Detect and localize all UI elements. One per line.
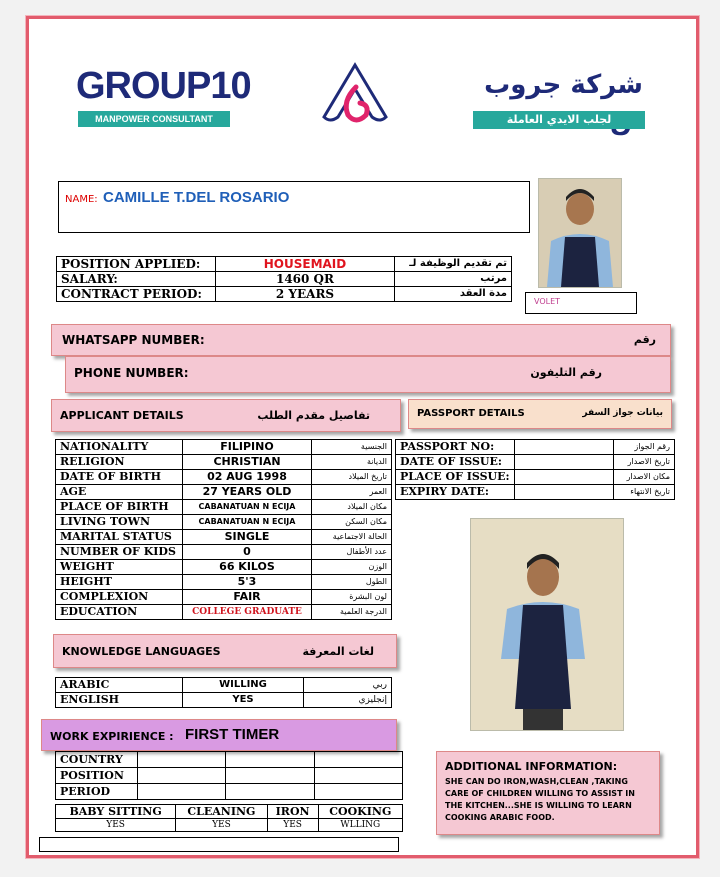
applicant-row-label: NUMBER OF KIDS	[56, 545, 183, 560]
passport-row-label: PLACE OF ISSUE:	[396, 470, 515, 485]
applicant-row-value: CABANATUAN N ECIJA	[183, 515, 312, 530]
position-row-label: SALARY:	[57, 272, 216, 287]
applicant-details-label: APPLICANT DETAILS	[60, 409, 184, 422]
language-row-arabic: ربي	[304, 678, 392, 693]
work-row	[56, 752, 403, 768]
whatsapp-arabic: رقم	[633, 333, 656, 346]
group10-logo-text: GROUP10	[76, 65, 251, 107]
applicant-row	[56, 590, 392, 605]
passport-row-label: DATE OF ISSUE:	[396, 455, 515, 470]
phone-arabic: رقم التليفون	[530, 366, 602, 379]
position-row-arabic: مدة العقد	[395, 287, 512, 302]
position-row-arabic: تم تقديم الوظيفة لـ	[395, 257, 512, 272]
name-box	[58, 181, 530, 233]
applicant-row-value: CHRISTIAN	[183, 455, 312, 470]
language-row-label: ENGLISH	[56, 693, 183, 708]
applicant-row-value: 02 AUG 1998	[183, 470, 312, 485]
position-row-arabic: مرتب	[395, 272, 512, 287]
applicant-row-label: MARITAL STATUS	[56, 530, 183, 545]
applicant-row-label: PLACE OF BIRTH	[56, 500, 183, 515]
skill-value: YES	[267, 819, 318, 832]
skill-label: CLEANING	[176, 805, 267, 819]
applicant-row-arabic: العمر	[312, 485, 392, 500]
applicant-row-arabic: الوزن	[312, 560, 392, 575]
work-row	[56, 784, 403, 800]
passport-row	[396, 440, 675, 455]
applicant-row-label: EDUCATION	[56, 605, 183, 620]
footer-box	[39, 837, 399, 852]
applicant-row	[56, 575, 392, 590]
passport-row	[396, 470, 675, 485]
whatsapp-label: WHATSAPP NUMBER:	[62, 333, 205, 347]
applicant-row-label: COMPLEXION	[56, 590, 183, 605]
skill-label: COOKING	[318, 805, 402, 819]
phone-bar	[65, 356, 671, 393]
work-row-cell	[137, 784, 225, 800]
applicant-row-arabic: الديانة	[312, 455, 392, 470]
work-table	[55, 751, 403, 800]
applicant-row	[56, 530, 392, 545]
position-row-value: 2 YEARS	[216, 287, 395, 302]
skill-value: WLLING	[318, 819, 402, 832]
arabic-logo	[469, 67, 649, 131]
applicant-row	[56, 500, 392, 515]
applicant-row-arabic: الحالة الاجتماعية	[312, 530, 392, 545]
arabic-logo-subtitle: لجلب الايدي العاملة	[473, 111, 645, 129]
applicant-row-label: WEIGHT	[56, 560, 183, 575]
work-row-label: PERIOD	[56, 784, 138, 800]
passport-row-label: PASSPORT NO:	[396, 440, 515, 455]
position-row-label: CONTRACT PERIOD:	[57, 287, 216, 302]
passport-row-value	[514, 440, 613, 455]
position-table	[56, 256, 512, 302]
phone-label: PHONE NUMBER:	[74, 366, 189, 380]
language-row-label: ARABIC	[56, 678, 183, 693]
name-value: CAMILLE T.DEL ROSARIO	[103, 189, 290, 206]
skill-value: YES	[176, 819, 267, 832]
skills-value-row	[56, 819, 403, 832]
language-row-value: YES	[183, 693, 304, 708]
languages-label: KNOWLEDGE LANGUAGES	[62, 645, 221, 658]
person-full-silhouette-icon	[471, 519, 623, 730]
work-row-label: COUNTRY	[56, 752, 138, 768]
applicant-row	[56, 545, 392, 560]
applicant-row-value: 27 YEARS OLD	[183, 485, 312, 500]
applicant-row-value: FILIPINO	[183, 440, 312, 455]
work-row	[56, 768, 403, 784]
work-row-cell	[314, 752, 402, 768]
applicant-row-value: FAIR	[183, 590, 312, 605]
passport-table	[395, 439, 675, 500]
position-row-label: POSITION APPLIED:	[57, 257, 216, 272]
position-row-value: 1460 QR	[216, 272, 395, 287]
applicant-table	[55, 439, 392, 620]
language-row-value: WILLING	[183, 678, 304, 693]
work-row-cell	[314, 768, 402, 784]
passport-row-arabic: مكان الاصدار	[613, 470, 674, 485]
additional-info-text: SHE CAN DO IRON,WASH,CLEAN ,TAKING CARE OF CHILDREN WILLING TO ASSIST IN THE KITCHEN...SHE IS WILLING TO LEARN COOKING ARABIC FOOD.	[445, 777, 635, 822]
skills-table	[55, 804, 403, 832]
position-row	[57, 272, 512, 287]
passport-row	[396, 455, 675, 470]
work-experience-value: FIRST TIMER	[185, 726, 280, 743]
applicant-row-value: 66 KILOS	[183, 560, 312, 575]
skills-header-row	[56, 805, 403, 819]
language-row	[56, 693, 392, 708]
applicant-photo-large	[470, 518, 624, 731]
photo-caption-box	[525, 292, 637, 314]
applicant-row-value: 5'3	[183, 575, 312, 590]
applicant-row-arabic: لون البشرة	[312, 590, 392, 605]
applicant-row	[56, 560, 392, 575]
name-label: NAME:	[65, 194, 98, 205]
applicant-row-arabic: الطول	[312, 575, 392, 590]
work-row-cell	[226, 768, 314, 784]
arabic-logo-text: شركة جروب	[484, 70, 643, 100]
applicant-details-header	[51, 399, 401, 432]
additional-info-box	[436, 751, 660, 835]
applicant-row-label: LIVING TOWN	[56, 515, 183, 530]
work-row-cell	[226, 752, 314, 768]
position-row	[57, 287, 512, 302]
passport-row-value	[514, 455, 613, 470]
languages-arabic: لغات المعرفة	[302, 645, 374, 658]
passport-row-label: EXPIRY DATE:	[396, 485, 515, 500]
applicant-row-value: SINGLE	[183, 530, 312, 545]
applicant-row	[56, 440, 392, 455]
language-row	[56, 678, 392, 693]
work-row-cell	[137, 752, 225, 768]
applicant-row-value: CABANATUAN N ECIJA	[183, 500, 312, 515]
applicant-row-arabic: الجنسية	[312, 440, 392, 455]
passport-details-label: PASSPORT DETAILS	[417, 408, 525, 419]
group10-logo-subtitle: MANPOWER CONSULTANT	[78, 111, 230, 127]
applicant-row-arabic: مكان الميلاد	[312, 500, 392, 515]
applicant-photo-small	[538, 178, 622, 288]
person-silhouette-icon	[539, 179, 621, 287]
applicant-row	[56, 515, 392, 530]
applicant-row	[56, 470, 392, 485]
applicant-row-label: NATIONALITY	[56, 440, 183, 455]
applicant-row-value: COLLEGE GRADUATE	[183, 605, 312, 620]
language-row-arabic: إنجليزي	[304, 693, 392, 708]
applicant-row-label: DATE OF BIRTH	[56, 470, 183, 485]
photo-caption: VOLET	[534, 297, 561, 306]
passport-row-value	[514, 470, 613, 485]
passport-row-value	[514, 485, 613, 500]
applicant-row	[56, 455, 392, 470]
applicant-row-label: AGE	[56, 485, 183, 500]
position-row-value: HOUSEMAID	[216, 257, 395, 272]
cv-page	[26, 16, 699, 858]
passport-details-header	[408, 399, 672, 429]
applicant-row-arabic: عدد الأطفال	[312, 545, 392, 560]
additional-info-title: ADDITIONAL INFORMATION:	[445, 760, 618, 773]
applicant-row-label: RELIGION	[56, 455, 183, 470]
applicant-details-arabic: تفاصيل مقدم الطلب	[257, 409, 370, 422]
languages-header	[53, 634, 397, 668]
applicant-row	[56, 485, 392, 500]
applicant-row-arabic: تاريخ الميلاد	[312, 470, 392, 485]
skill-value: YES	[56, 819, 176, 832]
skill-label: BABY SITTING	[56, 805, 176, 819]
work-experience-bar	[41, 719, 397, 751]
work-row-cell	[137, 768, 225, 784]
applicant-row-label: HEIGHT	[56, 575, 183, 590]
applicant-row-arabic: مكان السكن	[312, 515, 392, 530]
work-row-label: POSITION	[56, 768, 138, 784]
passport-row-arabic: رقم الجواز	[613, 440, 674, 455]
work-row-cell	[314, 784, 402, 800]
position-row	[57, 257, 512, 272]
passport-row	[396, 485, 675, 500]
passport-details-arabic: بيانات جواز السفر	[582, 408, 663, 418]
applicant-row	[56, 605, 392, 620]
company-emblem-icon	[320, 61, 390, 129]
whatsapp-bar	[51, 324, 671, 356]
passport-row-arabic: تاريخ الاصدار	[613, 455, 674, 470]
applicant-row-arabic: الدرجة العلمية	[312, 605, 392, 620]
applicant-row-value: 0	[183, 545, 312, 560]
work-row-cell	[226, 784, 314, 800]
work-experience-label: WORK EXPIRIENCE :	[50, 730, 174, 743]
passport-row-arabic: تاريخ الانتهاء	[613, 485, 674, 500]
group10-logo	[76, 64, 251, 130]
skill-label: IRON	[267, 805, 318, 819]
languages-table	[55, 677, 392, 708]
